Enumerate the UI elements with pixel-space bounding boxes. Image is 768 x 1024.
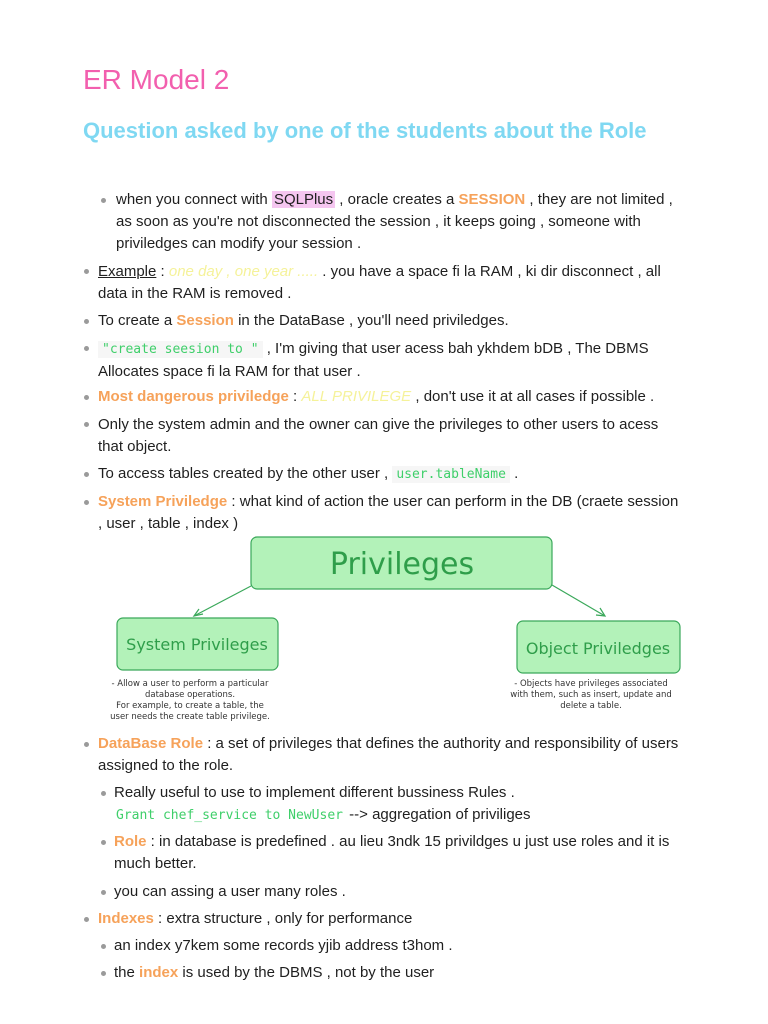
text: , I'm giving that user acess bah ykhdem bDB , The DBMS Allocates space fi la RAM for that user . (98, 340, 649, 380)
bullet-dot (84, 269, 89, 274)
system-privileges-label: System Privileges (126, 635, 268, 654)
bullet-dot (101, 198, 106, 203)
bullet-dot (101, 890, 106, 895)
bullet-dot (84, 742, 89, 747)
bullet-dot (101, 944, 106, 949)
bullet-dot (84, 422, 89, 427)
keyword-session: SESSION (458, 191, 526, 208)
text: , they are not limited , as soon as you're not disconnected the session , it keeps going , someone with priviledges can modify your session . (116, 191, 673, 252)
code-snippet: Grant chef_service to NewUser (116, 808, 343, 823)
system-note-4: user needs the create table privilege. (110, 712, 270, 722)
list-item (98, 386, 686, 408)
object-priviledges-label: Object Priviledges (525, 639, 671, 658)
list-item (114, 782, 684, 827)
bullet-dot (84, 500, 89, 505)
privileges-label: Privileges (329, 547, 475, 582)
text: : what kind of action the user can perform in the DB (craete session , user , table , index ) (98, 493, 679, 532)
system-note-3: For example, to create a table, the (116, 701, 264, 711)
page-title: ER Model 2 (83, 64, 230, 95)
list-item (98, 310, 686, 332)
text: : (288, 388, 302, 405)
list-item (114, 831, 684, 875)
text: : a set of privileges that defines the authority and responsibility of users assigned to the role. (98, 735, 679, 774)
text: , don't use it at all cases if possible . (411, 388, 655, 405)
bullet-dot (84, 319, 89, 324)
yellow-text: ALL PRIVILEGE (301, 388, 412, 405)
list-item (98, 491, 686, 535)
keyword-system-priviledge: System Priviledge (98, 493, 228, 510)
keyword-session: Session (176, 312, 234, 329)
text: To access tables created by the other user , (98, 465, 393, 482)
system-note-1: - Allow a user to perform a particular (111, 679, 269, 689)
list-item (98, 733, 686, 777)
text: is used by the DBMS , not by the user (178, 964, 435, 981)
text: : (156, 263, 169, 280)
text: . (509, 465, 519, 482)
list-item: Only the system admin and the owner can give the privileges to other users to acess that object. (98, 416, 659, 455)
keyword-role: Role (114, 833, 147, 850)
list-item (116, 189, 686, 255)
text: . you have a space fi la RAM , ki dir disconnect , all data in the RAM is removed . (98, 263, 661, 302)
bullet-dot (84, 472, 89, 477)
text: when you connect with (116, 191, 272, 208)
list-item (98, 261, 686, 305)
highlight-sqlplus: SQLPlus (273, 191, 334, 208)
keyword-database-role: DataBase Role (98, 735, 204, 752)
bullet-dot (101, 971, 106, 976)
keyword-index: index (139, 964, 179, 981)
privileges-diagram (0, 530, 768, 730)
list-item: you can assing a user many roles . (114, 883, 346, 900)
arrow-right (552, 585, 605, 616)
text: --> aggregation of priviliges (344, 806, 531, 823)
bullet-dot (84, 346, 89, 351)
object-note-1: - Objects have privileges associated (514, 679, 668, 689)
bullet-dot (84, 395, 89, 400)
keyword-dangerous: Most dangerous priviledge (98, 388, 289, 405)
keyword-indexes: Indexes (98, 910, 154, 927)
bullet-dot (84, 917, 89, 922)
list-item (98, 463, 686, 486)
section-subtitle: Question asked by one of the students about the Role (83, 118, 647, 143)
yellow-text: one day , one year ..... (168, 263, 319, 280)
text: To create a (98, 312, 177, 329)
text: Really useful to use to implement different bussiness Rules . (114, 784, 515, 801)
text: in the DataBase , you'll need priviledges. (233, 312, 509, 329)
object-note-2: with them, such as insert, update and (510, 690, 672, 700)
bullet-dot (101, 791, 106, 796)
arrow-left (194, 586, 251, 616)
object-note-3: delete a table. (560, 701, 622, 711)
list-item (98, 338, 686, 383)
text: the (114, 964, 140, 981)
text: : extra structure , only for performance (153, 910, 413, 927)
bullet-dot (101, 840, 106, 845)
code-snippet: user.tableName (392, 466, 510, 483)
list-item: an index y7kem some records yjib address t3hom . (114, 937, 453, 954)
text: , oracle creates a (335, 191, 459, 208)
code-snippet: "create seesion to " (98, 341, 263, 358)
system-note-2: database operations. (144, 690, 236, 700)
list-item (114, 962, 684, 984)
text: : in database is predefined . au lieu 3ndk 15 privildges u just use roles and it is much better. (114, 833, 670, 872)
example-label: Example (98, 263, 157, 280)
list-item (98, 908, 686, 930)
